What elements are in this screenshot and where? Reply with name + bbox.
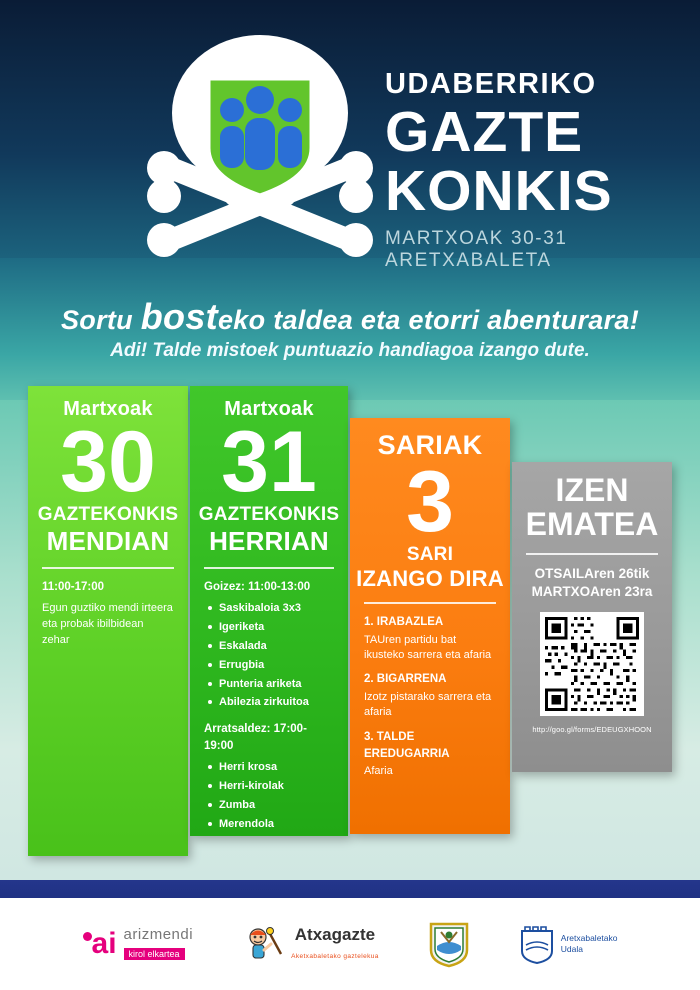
slogan-secondary: Adi! Talde mistoek puntuazio handiagoa izango dute.: [110, 340, 590, 361]
card-day-30-location: MENDIAN: [46, 526, 170, 557]
udala-line2: Udala: [560, 944, 583, 954]
slogan-emphasis: bost: [140, 296, 218, 337]
card-day-30-time: 11:00-17:00: [42, 581, 105, 594]
list-item: Herri-kirolak: [208, 779, 334, 795]
prize-item: [364, 614, 496, 662]
list-item: Igeriketa: [208, 620, 334, 636]
card-day-30-subtitle: GAZTEKONKIS: [37, 504, 179, 526]
card-day-30-number: 30: [60, 414, 156, 510]
card-day-31-afternoon-list: [208, 760, 334, 833]
arizmendi-dot-icon: [83, 932, 92, 941]
card-prizes: [350, 418, 510, 834]
card-day-31-number: 31: [221, 414, 317, 510]
qr-code-icon[interactable]: [540, 612, 644, 716]
card-prizes-subtitle2: IZANGO DIRA: [356, 566, 504, 592]
pirate-skull-crossbones-icon: [120, 18, 420, 268]
header-logo-area: [120, 18, 680, 271]
card-registration-divider: [526, 553, 658, 555]
arizmendi-logo: [83, 926, 194, 962]
card-prizes-head: [350, 418, 510, 592]
aretxabaleta-coat-of-arms: [427, 920, 471, 968]
udala-crest-icon: [519, 923, 555, 965]
list-item: Herri krosa: [208, 760, 334, 776]
card-day-31-kicker: Martxoak: [224, 398, 314, 420]
card-prizes-body: [350, 614, 510, 779]
card-day-31-location: HERRIAN: [209, 526, 329, 557]
atxagazte-word1: Atxa: [294, 925, 332, 944]
slogan-pre: Sortu: [60, 305, 141, 335]
card-registration-period-line2: MARTXOAren 23ra: [531, 583, 653, 599]
card-registration-title-line1: IZEN: [555, 472, 629, 508]
footer-logos: [0, 905, 700, 983]
prize-item: [364, 671, 496, 719]
card-day-31-body: [190, 579, 348, 832]
list-item: Eskalada: [208, 639, 334, 655]
arizmendi-tagline: kirol elkartea: [124, 948, 185, 960]
card-day-31-subtitle: GAZTEKONKIS: [198, 504, 340, 526]
card-day-30-text: Egun guztiko mendi irteera eta probak ibilbidean zehar: [42, 601, 173, 646]
atxagazte-text-group: [291, 925, 379, 963]
card-day-31-morning-list: [208, 601, 334, 712]
qr-wrapper: [512, 612, 672, 716]
card-prizes-divider: [364, 602, 496, 604]
atxagazte-tagline: Aketxabaletako gaztelekua: [291, 953, 379, 960]
arizmendi-mark: ai: [91, 927, 117, 960]
header-dates: MARTXOAK 30-31: [385, 227, 568, 249]
list-item: Punteria ariketa: [208, 677, 334, 693]
coat-of-arms-icon: [427, 920, 471, 968]
aretxabaletako-udala-logo: [519, 923, 618, 965]
arizmendi-name: arizmendi: [123, 926, 194, 943]
card-prizes-title: SARIAK: [377, 430, 483, 460]
prize-title: 2. BIGARRENA: [364, 673, 447, 686]
prize-title: 3. TALDE EREDUGARRIA: [364, 730, 450, 760]
header-pretitle: UDABERRIKO: [385, 68, 597, 100]
header-title-block: [385, 70, 613, 272]
arizmendi-text-group: [124, 926, 194, 962]
list-item: Zumba: [208, 798, 334, 814]
header-title-line1: GAZTE: [385, 100, 584, 164]
card-prizes-subtitle: SARI: [406, 544, 454, 566]
card-day-30-body: [28, 579, 188, 648]
atxagazte-mascot-icon: [241, 924, 287, 964]
card-registration-period-line1: OTSAILAren 26tik: [534, 566, 650, 582]
prize-desc: TAUren partidu bat ikusteko sarrera eta afaria: [364, 633, 492, 661]
card-registration-url[interactable]: http://goo.gl/forms/EDEUGXHOON: [532, 725, 652, 735]
prize-item: [364, 729, 496, 779]
list-item: Abilezia zirkuitoa: [208, 695, 334, 711]
card-day-31-head: [190, 386, 348, 557]
card-day-31-morning-label: Goizez: 11:00-13:00: [204, 581, 311, 594]
udala-text-group: [561, 933, 618, 954]
card-registration: [512, 462, 672, 772]
card-day-30-head: [28, 386, 188, 557]
udala-line1: Aretxabaletako: [560, 933, 618, 944]
qr-code-svg: [545, 617, 639, 711]
card-registration-head: [512, 462, 672, 541]
list-item: Merendola: [208, 817, 334, 833]
prize-desc: Izotz pistarako sarrera eta afaria: [364, 691, 492, 718]
header-location: ARETXABALETA: [385, 249, 552, 271]
header-title-line2: KONKIS: [385, 158, 613, 223]
card-day-30: [28, 386, 188, 856]
card-day-30-divider: [42, 567, 174, 569]
card-registration-title-line2: EMATEA: [525, 505, 659, 542]
card-day-31: [190, 386, 348, 836]
slogan-primary: [0, 296, 700, 338]
slogan-post: eko taldea eta etorri abenturara!: [217, 305, 640, 335]
prize-desc: Afaria: [364, 765, 393, 778]
card-day-31-afternoon-label: Arratsaldez: 17:00-19:00: [204, 723, 307, 753]
prize-title: 1. IRABAZLEA: [364, 616, 444, 629]
list-item: Errugbia: [208, 658, 334, 674]
card-day-31-divider: [204, 567, 334, 569]
atxagazte-word2: gazte: [331, 925, 376, 944]
card-day-30-kicker: Martxoak: [63, 398, 153, 420]
atxagazte-logo: [241, 924, 379, 964]
list-item: Saskibaloia 3x3: [208, 601, 334, 617]
card-prizes-number: 3: [406, 454, 454, 550]
